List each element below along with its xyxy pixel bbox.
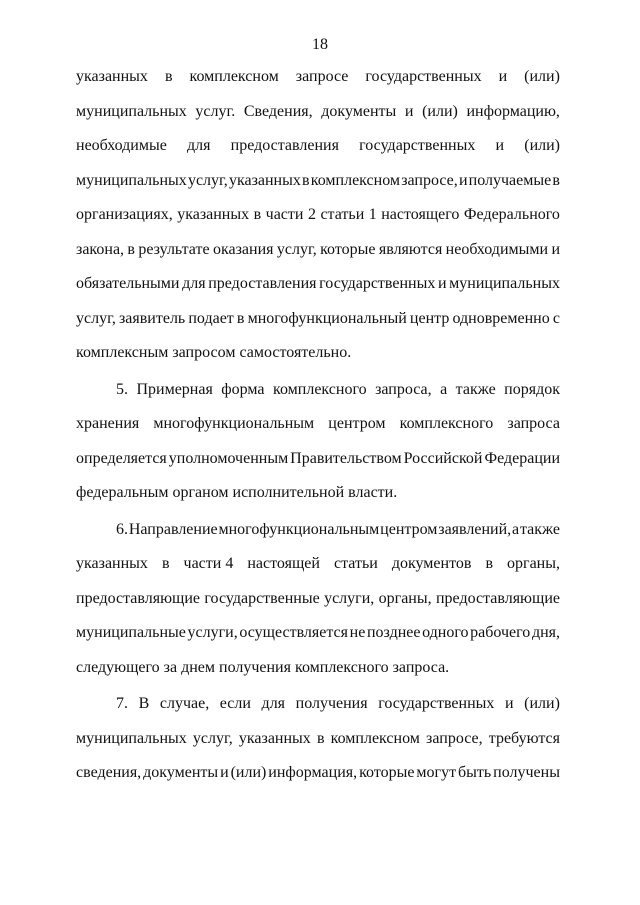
word: указанных — [76, 68, 148, 86]
word: предоставления — [230, 137, 339, 155]
word: определяется — [76, 449, 167, 467]
word: в — [316, 729, 325, 747]
word: предоставляющие — [76, 589, 201, 607]
text-line — [76, 476, 560, 511]
word: государственных — [365, 68, 482, 86]
word: услуги, — [187, 624, 238, 642]
word: комплексном — [310, 171, 401, 189]
word: документов — [391, 555, 472, 573]
word: органы, — [378, 589, 432, 607]
word: услуги, — [324, 589, 375, 607]
line-text: следующего за днем получения комплексного запроса. — [76, 658, 450, 676]
word: 6. — [116, 520, 128, 538]
word: услуг, — [192, 729, 233, 747]
word: могут — [416, 764, 457, 782]
word: результате — [138, 240, 210, 258]
word: в — [253, 206, 262, 224]
word: запроса — [507, 415, 560, 433]
word: государственные — [204, 589, 320, 607]
word: документы — [143, 764, 219, 782]
word: и — [495, 137, 505, 155]
word: Направление — [128, 520, 218, 538]
word: указанных — [238, 729, 311, 747]
text-line — [76, 129, 560, 164]
word: муниципальных — [76, 729, 187, 747]
word: Федерального — [463, 206, 560, 224]
word: также — [455, 380, 496, 398]
text-line — [76, 756, 560, 791]
word: позднее — [366, 624, 421, 642]
word: оказания — [212, 240, 274, 258]
word: в — [552, 171, 560, 189]
text-line — [76, 267, 560, 302]
word: заявитель — [118, 309, 186, 327]
word: уполномоченным — [168, 449, 289, 467]
word: запросе, — [401, 171, 458, 189]
text-line — [76, 651, 560, 686]
word: Правительством — [290, 449, 402, 467]
word: дня, — [531, 624, 560, 642]
word: настоящей — [247, 555, 320, 573]
text-line — [76, 442, 560, 477]
word: сведения, — [76, 764, 142, 782]
word: статьи — [320, 206, 365, 224]
word: (или) — [230, 764, 267, 782]
text-line — [76, 513, 560, 548]
word: государственных — [378, 695, 495, 713]
word: комплексного — [399, 415, 494, 433]
word: услуг, — [276, 240, 317, 258]
word: Сведения, — [243, 102, 313, 120]
word: получаемые — [468, 171, 552, 189]
word: являются — [378, 240, 443, 258]
word: подает — [188, 309, 234, 327]
word: с — [552, 309, 560, 327]
text-line — [76, 722, 560, 757]
word: а — [440, 380, 448, 398]
text-line — [76, 547, 560, 582]
word: центром — [328, 415, 386, 433]
word: комплексного — [272, 380, 367, 398]
word: необходимыми — [445, 240, 549, 258]
word: муниципальных — [449, 275, 560, 293]
word: получения — [295, 695, 368, 713]
word: одного — [422, 624, 469, 642]
text-line — [76, 164, 560, 199]
word: и — [505, 695, 514, 713]
word: а — [512, 520, 520, 538]
word: закона, — [76, 240, 125, 258]
word: хранения — [76, 415, 140, 433]
word: 1 — [368, 206, 377, 224]
word: и — [220, 764, 229, 782]
text-line — [76, 198, 560, 233]
word: 5. — [116, 380, 128, 398]
word: центром — [380, 520, 438, 538]
text-line — [76, 95, 560, 130]
text-line — [76, 373, 560, 408]
word: рабочего — [470, 624, 531, 642]
word: запросе, — [426, 729, 483, 747]
word: осуществляется — [239, 624, 349, 642]
word: центр — [409, 309, 450, 327]
word: Примерная — [136, 380, 213, 398]
text-line — [76, 60, 560, 95]
word: запроса, — [375, 380, 432, 398]
word: для — [261, 695, 286, 713]
word: и — [458, 171, 468, 189]
word: порядок — [504, 380, 560, 398]
word: 2 — [307, 206, 316, 224]
word: которые — [320, 240, 376, 258]
word: и — [404, 102, 414, 120]
word: и — [551, 240, 560, 258]
line-text: федеральным органом исполнительной власти. — [76, 484, 398, 502]
word: муниципальные — [76, 624, 186, 642]
word: Федерации — [484, 449, 560, 467]
word: для — [186, 137, 211, 155]
word: (или) — [524, 137, 560, 155]
word: в — [127, 240, 135, 258]
word: услуг, — [187, 171, 228, 189]
text-line — [76, 336, 560, 371]
word: предоставляющие — [435, 589, 560, 607]
text-line — [76, 302, 560, 337]
word: услуг, — [76, 309, 116, 327]
word: услуг. — [195, 102, 236, 120]
word: которые — [359, 764, 415, 782]
word: указанных — [76, 555, 148, 573]
word: части 4 — [183, 555, 234, 573]
word: предоставления — [208, 275, 317, 293]
word: в — [161, 555, 170, 573]
word: в — [236, 309, 245, 327]
word: настоящего — [381, 206, 460, 224]
document-body — [76, 60, 560, 791]
word: для — [182, 275, 206, 293]
text-line — [76, 582, 560, 617]
word: государственных — [359, 137, 476, 155]
word: комплексном — [189, 68, 279, 86]
word: получены — [493, 764, 560, 782]
word: (или) — [422, 102, 458, 120]
word: если — [219, 695, 251, 713]
word: (или) — [524, 68, 560, 86]
word: и — [437, 275, 447, 293]
word: заявлений, — [438, 520, 512, 538]
word: части — [265, 206, 304, 224]
word: комплексном — [330, 729, 420, 747]
page-number: 18 — [312, 36, 328, 53]
word: органы, — [507, 555, 560, 573]
word: многофункциональным — [218, 520, 380, 538]
word: необходимые — [76, 137, 167, 155]
text-line — [76, 407, 560, 442]
word: одновременно — [452, 309, 550, 327]
word: 7. — [116, 695, 128, 713]
word: муниципальных — [76, 171, 187, 189]
word: в — [485, 555, 493, 573]
word: информацию, — [466, 102, 560, 120]
word: и — [498, 68, 508, 86]
word: быть — [458, 764, 492, 782]
line-text: комплексным запросом самостоятельно. — [76, 344, 352, 362]
word: многофункциональный — [247, 309, 407, 327]
word: требуются — [488, 729, 560, 747]
word: в — [302, 171, 310, 189]
word: государственных — [319, 275, 436, 293]
word: документы — [321, 102, 397, 120]
word: организациях, — [76, 206, 173, 224]
word: информация, — [268, 764, 358, 782]
word: не — [349, 624, 366, 642]
word: (или) — [524, 695, 560, 713]
word: статьи — [333, 555, 378, 573]
word: также — [519, 520, 560, 538]
word: многофункциональным — [153, 415, 315, 433]
word: Российской — [403, 449, 483, 467]
word: В — [138, 695, 150, 713]
text-line — [76, 233, 560, 268]
word: запросе — [295, 68, 349, 86]
word: муниципальных — [76, 102, 187, 120]
text-line — [76, 687, 560, 722]
word: в — [164, 68, 173, 86]
word: указанных — [177, 206, 250, 224]
text-line — [76, 616, 560, 651]
word: указанных — [228, 171, 301, 189]
word: форма — [221, 380, 265, 398]
word: случае, — [159, 695, 210, 713]
word: обязательными — [76, 275, 180, 293]
